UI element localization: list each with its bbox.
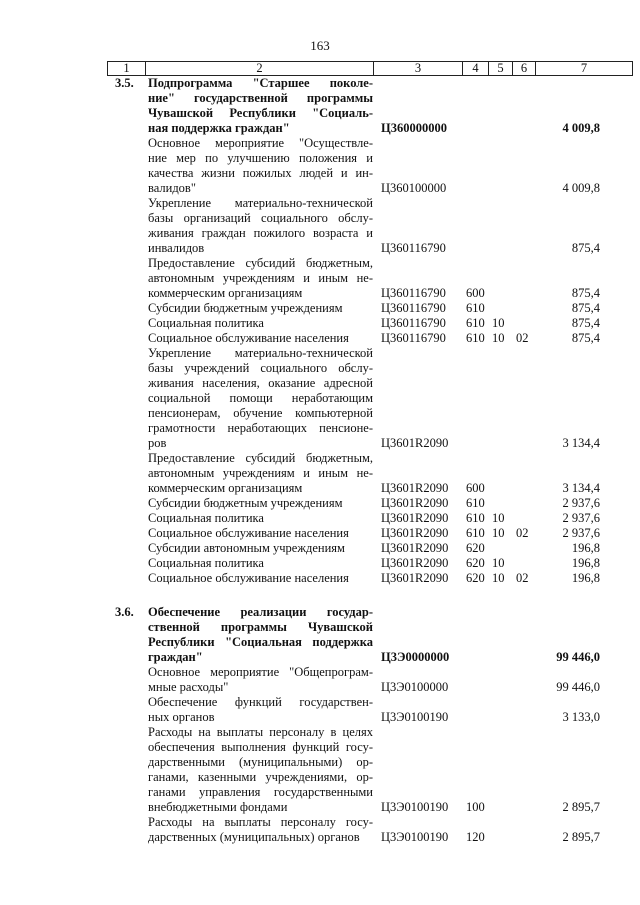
table-row [0,76,640,136]
row-name [148,556,373,571]
section-code: 10 [492,331,505,345]
row-name-line: ная поддержка граждан" [148,121,290,135]
row-name-line: Чувашской Республики "Социаль- [148,106,373,120]
row-name-line: Предоставление субсидий бюджетным, [148,256,373,270]
amount: 3 134,4 [562,436,600,450]
row-name-line: Расходы на выплаты персоналу госу- [148,815,373,829]
section-spacer [0,586,640,605]
target-article-code: Ц3Э0100000 [381,680,449,694]
target-article-code: Ц360116790 [381,316,446,330]
table-row [0,346,640,451]
row-name [148,331,373,346]
section-code: 10 [492,571,505,585]
target-article-code: Ц3601R2090 [381,556,449,570]
table-row [0,511,640,526]
header-col-6: 6 [513,62,536,76]
row-name-line: ние мер по улучшению положения и [148,151,373,165]
target-article-code: Ц3Э0000000 [381,650,450,664]
target-article-code: Ц360116790 [381,331,446,345]
target-article-code: Ц3601R2090 [381,571,449,585]
row-name [148,815,373,845]
amount: 3 133,0 [562,710,600,724]
header-col-1: 1 [108,62,146,76]
amount: 2 937,6 [562,496,600,510]
target-article-code: Ц3601R2090 [381,496,449,510]
expense-type-code: 610 [466,316,485,330]
row-name [148,511,373,526]
amount: 875,4 [571,316,600,330]
row-name-line: Предоставление субсидий бюджетным, [148,451,373,465]
row-name [148,725,373,815]
table-row [0,556,640,571]
row-name-line: ственной программы Чувашской [148,620,373,634]
amount: 2 895,7 [562,830,600,844]
row-name-line: грамотности неработающих пенсионе- [148,421,373,435]
target-article-code: Ц3601R2090 [381,541,449,555]
expense-type-code: 600 [466,481,485,495]
target-article-code: Ц3601R2090 [381,511,449,525]
row-name-line: Подпрограмма "Старшее поколе- [148,76,373,90]
row-name-line: коммерческим организациям [148,286,303,300]
table-header [107,61,633,76]
expense-type-code: 120 [466,830,485,844]
subsection-code: 02 [516,526,529,540]
row-name-line: Социальное обслуживание населения [148,331,349,345]
amount: 2 937,6 [562,526,600,540]
row-name-line: базы учреждений социального обслу- [148,361,373,375]
section-number: 3.5. [115,76,134,90]
row-name-line: внебюджетными фондами [148,800,288,814]
expense-type-code: 620 [466,556,485,570]
amount: 196,8 [571,571,600,585]
target-article-code: Ц3Э0100190 [381,710,449,724]
table-row [0,196,640,256]
row-name [148,256,373,301]
amount: 4 009,8 [562,121,600,135]
amount: 2 895,7 [562,800,600,814]
row-name-line: ганами управления государственными [148,785,373,799]
target-article-code: Ц360116790 [381,301,446,315]
row-name-line: базы организаций социального обслу- [148,211,373,225]
row-name [148,541,373,556]
section-code: 10 [492,526,505,540]
expense-type-code: 610 [466,301,485,315]
target-article-code: Ц360000000 [381,121,447,135]
table-row [0,725,640,815]
row-name-line: Социальная политика [148,556,264,570]
expense-type-code: 620 [466,541,485,555]
expense-type-code: 610 [466,496,485,510]
section-number: 3.6. [115,605,134,619]
table-row [0,571,640,586]
amount: 875,4 [571,241,600,255]
row-name [148,605,373,665]
target-article-code: Ц3601R2090 [381,436,449,450]
table-row [0,136,640,196]
row-name-line: ние" государственной программы [148,91,373,105]
row-name-line: живания населения, оказание адресной [148,376,373,390]
expense-type-code: 610 [466,331,485,345]
row-name-line: ганами, казенными учреждениями, ор- [148,770,373,784]
amount: 2 937,6 [562,511,600,525]
table-row [0,541,640,556]
amount: 3 134,4 [562,481,600,495]
row-name-line: Социальное обслуживание населения [148,526,349,540]
row-name [148,526,373,541]
section-code: 10 [492,556,505,570]
row-name [148,76,373,136]
table-row [0,815,640,845]
header-col-4: 4 [463,62,489,76]
row-name-line: валидов" [148,181,196,195]
row-name [148,346,373,451]
section-code: 10 [492,511,505,525]
expense-type-code: 100 [466,800,485,814]
table-row [0,496,640,511]
row-name-line: Основное мероприятие "Общепрограм- [148,665,373,679]
row-name-line: ров [148,436,167,450]
budget-table-body [0,76,640,845]
row-name-line: обеспечения выполнения функций госу- [148,740,373,754]
target-article-code: Ц360116790 [381,286,446,300]
amount: 875,4 [571,331,600,345]
amount: 99 446,0 [556,650,600,664]
row-name [148,496,373,511]
amount: 99 446,0 [556,680,600,694]
row-name-line: Социальное обслуживание населения [148,571,349,585]
header-col-3: 3 [374,62,463,76]
table-row [0,256,640,301]
row-name [148,136,373,196]
amount: 875,4 [571,286,600,300]
table-row [0,451,640,496]
row-name [148,665,373,695]
row-name-line: дарственных (муниципальных) органов [148,830,360,844]
table-row [0,331,640,346]
row-name-line: Субсидии бюджетным учреждениям [148,301,343,315]
row-name-line: мные расходы" [148,680,229,694]
row-name-line: Социальная политика [148,511,264,525]
row-name-line: Субсидии бюджетным учреждениям [148,496,343,510]
table-row [0,695,640,725]
row-name-line: Субсидии автономным учреждениям [148,541,345,555]
expense-type-code: 600 [466,286,485,300]
target-article-code: Ц3601R2090 [381,481,449,495]
row-name-line: Укрепление материально-технической [148,196,373,210]
target-article-code: Ц3601R2090 [381,526,449,540]
row-name-line: ных органов [148,710,215,724]
table-row [0,526,640,541]
row-name-line: коммерческим организациям [148,481,303,495]
table-row [0,301,640,316]
subsection-code: 02 [516,331,529,345]
row-name-line: Основное мероприятие "Осуществле- [148,136,373,150]
row-name [148,571,373,586]
target-article-code: Ц360116790 [381,241,446,255]
expense-type-code: 620 [466,571,485,585]
row-name-line: инвалидов [148,241,205,255]
row-name-line: живания граждан пожилого возраста и [148,226,373,240]
row-name [148,695,373,725]
header-col-7: 7 [536,62,633,76]
table-row [0,605,640,665]
row-name-line: Укрепление материально-технической [148,346,373,360]
page-number: 163 [310,38,330,53]
row-name [148,196,373,256]
row-name-line: Расходы на выплаты персоналу в целях [148,725,373,739]
header-col-5: 5 [489,62,513,76]
target-article-code: Ц360100000 [381,181,447,195]
target-article-code: Ц3Э0100190 [381,830,449,844]
row-name-line: автономным учреждениям и иным не- [148,271,373,285]
row-name [148,301,373,316]
row-name-line: автономным учреждениям и иным не- [148,466,373,480]
expense-type-code: 610 [466,526,485,540]
row-name-line: качества жизни пожилых людей и ин- [148,166,373,180]
row-name-line: социальной помощи неработающим [148,391,373,405]
amount: 875,4 [571,301,600,315]
row-name [148,451,373,496]
row-name-line: Обеспечение реализации государ- [148,605,373,619]
subsection-code: 02 [516,571,529,585]
row-name [148,316,373,331]
row-name-line: граждан" [148,650,203,664]
table-row [0,665,640,695]
row-name-line: дарственными (муниципальными) ор- [148,755,373,769]
amount: 196,8 [571,556,600,570]
amount: 196,8 [571,541,600,555]
row-name-line: Республики "Социальная поддержка [148,635,373,649]
expense-type-code: 610 [466,511,485,525]
target-article-code: Ц3Э0100190 [381,800,449,814]
row-name-line: Социальная политика [148,316,264,330]
table-row [0,316,640,331]
section-code: 10 [492,316,505,330]
row-name-line: пенсионерам, обучение компьютерной [148,406,373,420]
header-col-2: 2 [146,62,374,76]
amount: 4 009,8 [562,181,600,195]
row-name-line: Обеспечение функций государствен- [148,695,373,709]
